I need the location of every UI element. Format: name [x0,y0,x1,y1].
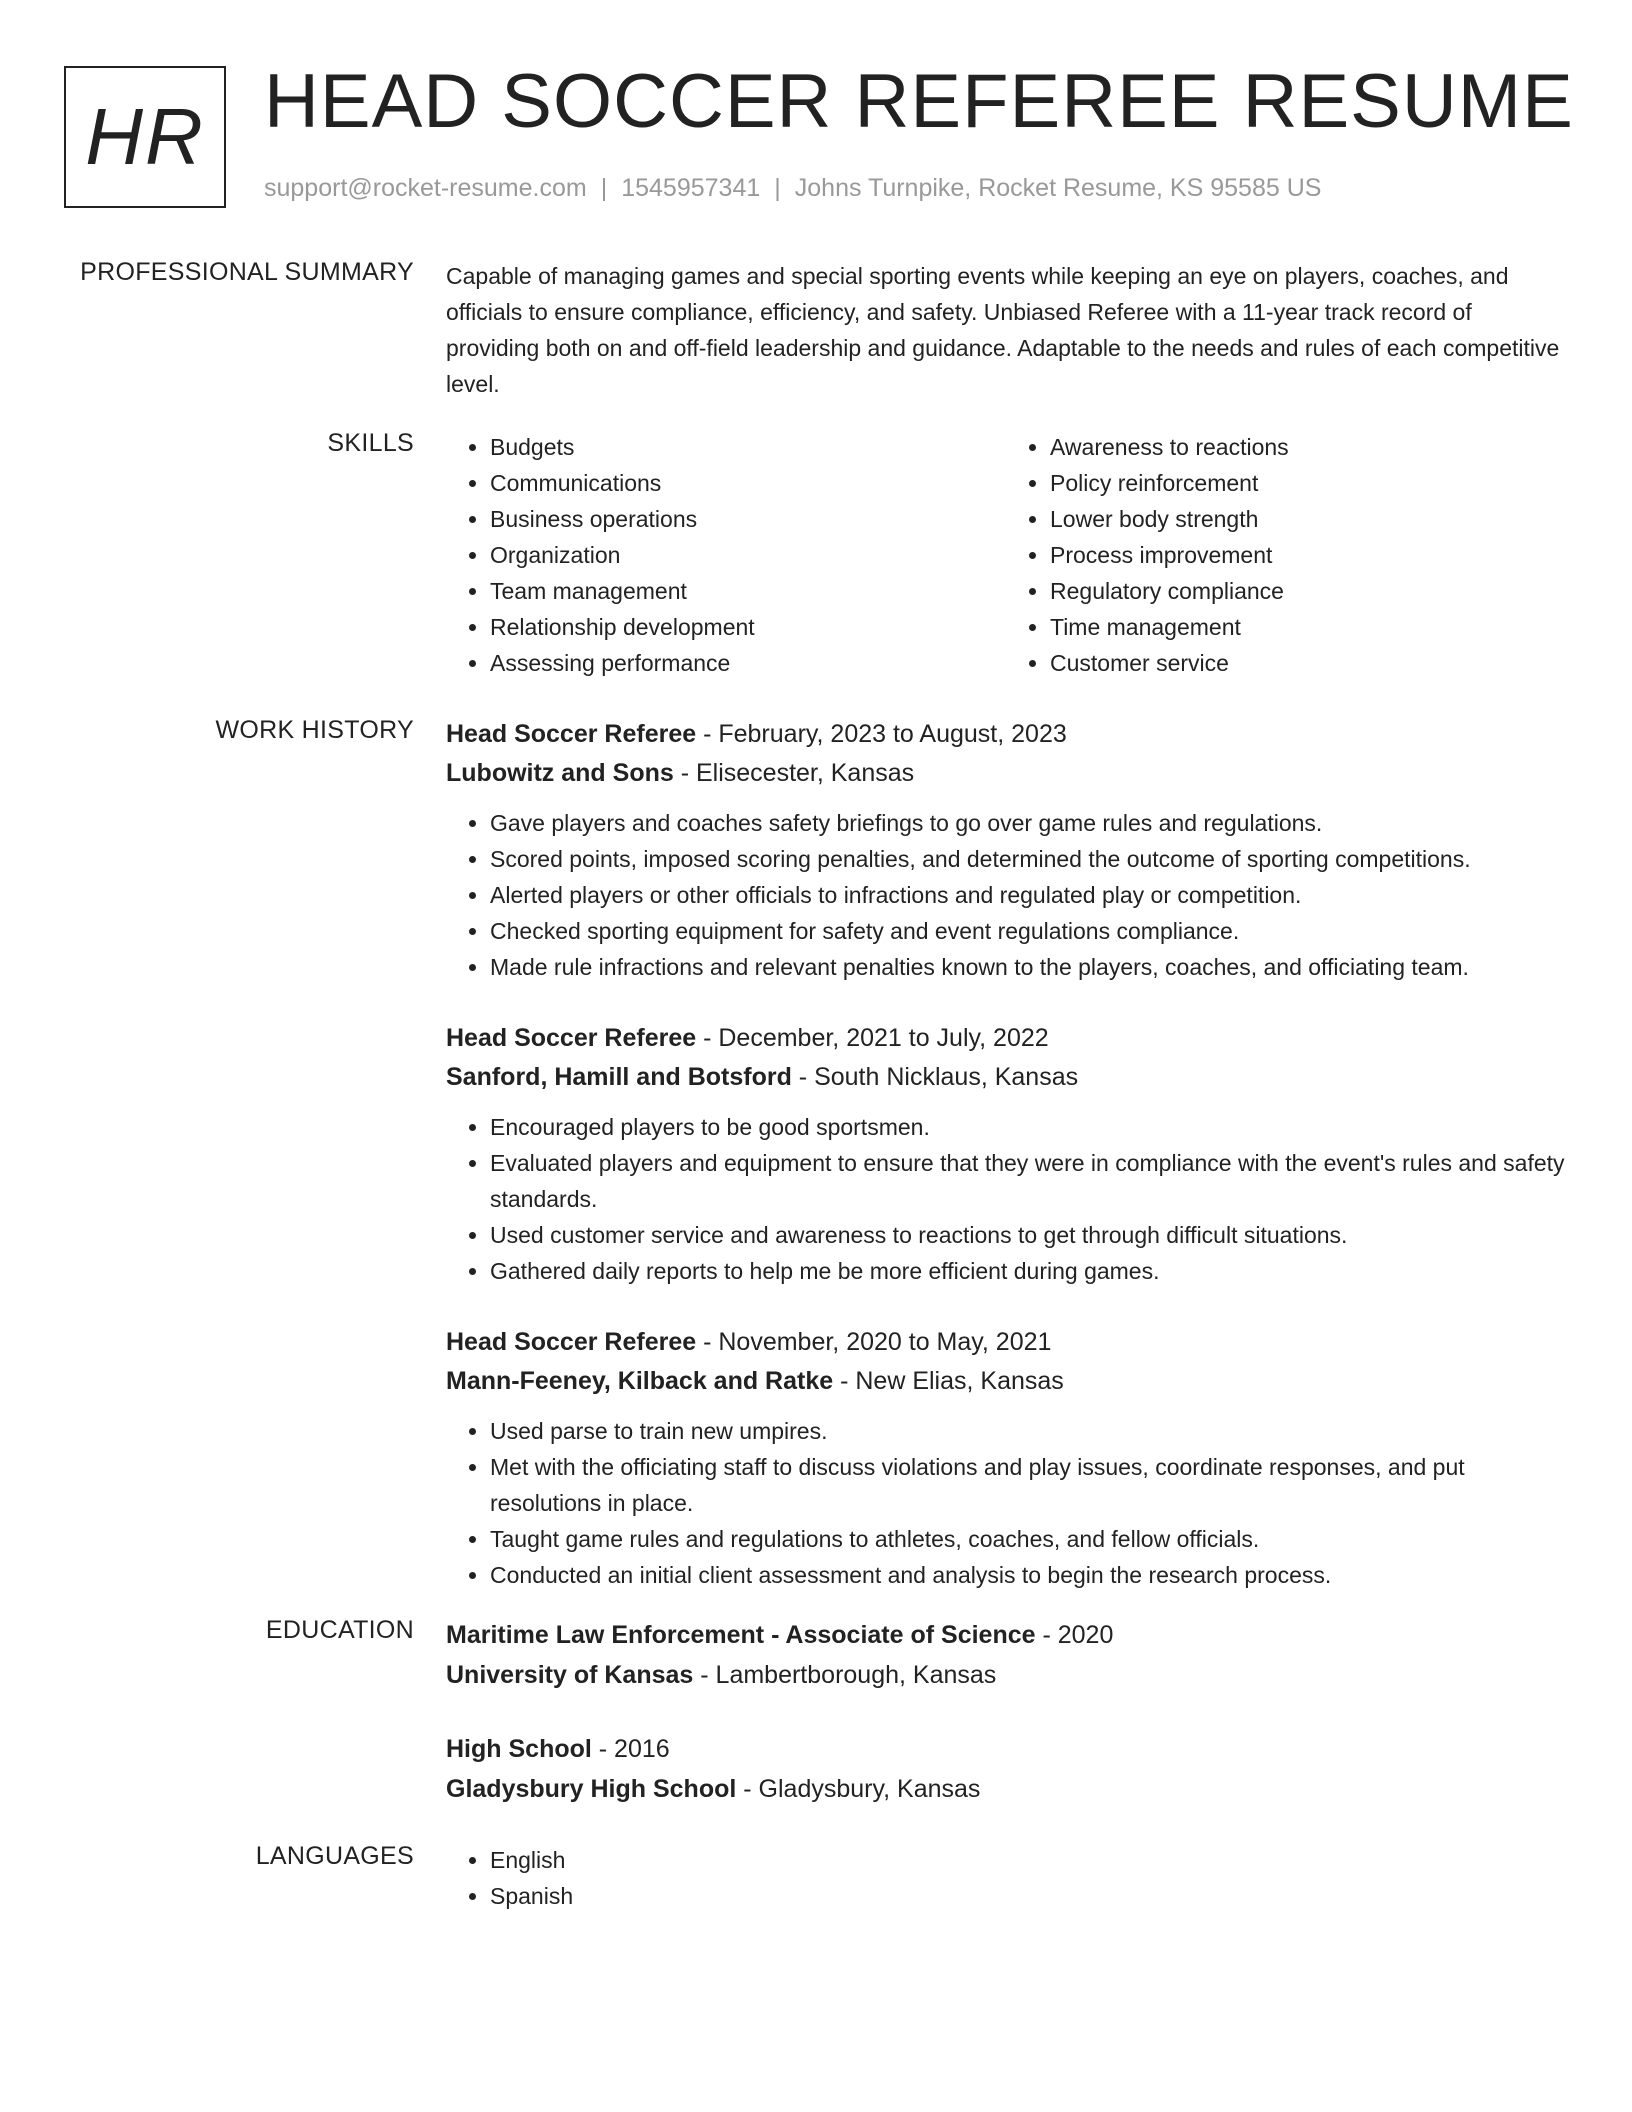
education-year: - 2016 [591,1735,670,1763]
job-dates: - December, 2021 to July, 2022 [696,1024,1049,1052]
job-company: Sanford, Hamill and Botsford [446,1063,792,1091]
skill-item: • Team management [490,573,1006,609]
skill-item: • Lower body strength [1050,501,1566,537]
skill-item: • Time management [1050,609,1566,645]
job-bullet: • Used customer service and awareness to reactions to get through difficult situations. [490,1217,1566,1253]
job-company: Lubowitz and Sons [446,759,674,787]
skill-item: • Policy reinforcement [1050,465,1566,501]
job-bullet: • Checked sporting equipment for safety and event regulations compliance. [490,913,1566,949]
job-bullet: • Evaluated players and equipment to ensure that they were in compliance with the event's rules and safety standards. [490,1145,1566,1217]
contact-line [264,174,1321,203]
job-title: Head Soccer Referee [446,1024,697,1052]
languages-list [446,1842,1566,1914]
education-year: - 2020 [1035,1621,1114,1649]
skill-item: • Awareness to reactions [1050,429,1566,465]
job-entry [446,1323,1566,1593]
education-school-line [446,1769,1566,1809]
section-label-languages: LANGUAGES [255,1842,414,1870]
job-bullet: • Encouraged players to be good sportsmen. [490,1109,1566,1145]
contact-separator: | [600,174,608,202]
section-label-work-history: WORK HISTORY [215,716,414,744]
job-location: - Elisecester, Kansas [673,759,915,787]
summary-body [446,258,1566,402]
education-entry [446,1729,1566,1809]
education-location: - Lambertborough, Kansas [693,1661,997,1689]
job-bullet: • Conducted an initial client assessment and analysis to begin the research process. [490,1557,1566,1593]
skills-list-right [1006,429,1566,681]
education-location: - Gladysbury, Kansas [736,1775,981,1803]
job-company-line [446,754,1566,793]
skills-body [446,429,1566,681]
job-location: - South Nicklaus, Kansas [791,1063,1079,1091]
job-dates: - February, 2023 to August, 2023 [696,720,1067,748]
contact-email: support@rocket-resume.com [264,174,587,202]
language-item: • English [490,1842,1566,1878]
job-title: Head Soccer Referee [446,1328,697,1356]
job-bullet: • Scored points, imposed scoring penalties, and determined the outcome of sporting competitions. [490,841,1566,877]
languages-body [446,1842,1566,1914]
section-label-skills: SKILLS [327,429,414,457]
education-school: Gladysbury High School [446,1775,737,1803]
job-bullet: • Taught game rules and regulations to athletes, coaches, and fellow officials. [490,1521,1566,1557]
education-entry [446,1615,1566,1695]
job-bullet: • Used parse to train new umpires. [490,1413,1566,1449]
job-title-line [446,1323,1566,1362]
education-school-line [446,1655,1566,1695]
skill-item: • Customer service [1050,645,1566,681]
contact-address: Johns Turnpike, Rocket Resume, KS 95585 US [794,174,1322,202]
job-location: - New Elias, Kansas [833,1367,1064,1395]
resume-title: HEAD SOCCER REFEREE RESUME [264,59,1574,144]
skill-item: • Communications [490,465,1006,501]
skill-item: • Budgets [490,429,1006,465]
skills-list-left [446,429,1006,681]
monogram-logo: HR [64,66,226,208]
education-body [446,1615,1566,1843]
contact-separator: | [774,174,781,202]
skill-item: • Process improvement [1050,537,1566,573]
skills-columns [446,429,1566,681]
education-degree-line [446,1729,1566,1769]
education-degree: Maritime Law Enforcement - Associate of Science [446,1621,1036,1649]
skill-item: • Assessing performance [490,645,1006,681]
job-company-line [446,1362,1566,1401]
job-title: Head Soccer Referee [446,720,697,748]
job-title-line [446,715,1566,754]
section-label-summary: PROFESSIONAL SUMMARY [80,258,414,286]
education-degree-line [446,1615,1566,1655]
job-bullet: • Met with the officiating staff to discuss violations and play issues, coordinate responses, and put resolutions in place. [490,1449,1566,1521]
job-company-line [446,1058,1566,1097]
education-degree: High School [446,1735,592,1763]
job-bullets [446,1413,1566,1593]
skill-item: • Regulatory compliance [1050,573,1566,609]
job-company: Mann-Feeney, Kilback and Ratke [446,1367,834,1395]
job-bullets [446,1109,1566,1289]
job-bullet: • Gave players and coaches safety briefings to go over game rules and regulations. [490,805,1566,841]
job-title-line [446,1019,1566,1058]
skill-item: • Organization [490,537,1006,573]
job-dates: - November, 2020 to May, 2021 [696,1328,1052,1356]
job-entry [446,1019,1566,1289]
section-label-education: EDUCATION [265,1616,414,1644]
job-entry [446,715,1566,985]
education-school: University of Kansas [446,1661,694,1689]
work-history-body [446,715,1566,1627]
contact-phone: 1545957341 [621,174,761,202]
job-bullet: • Made rule infractions and relevant penalties known to the players, coaches, and officiating team. [490,949,1566,985]
skill-item: • Business operations [490,501,1006,537]
language-item: • Spanish [490,1878,1566,1914]
job-bullet: • Alerted players or other officials to infractions and regulated play or competition. [490,877,1566,913]
job-bullets [446,805,1566,985]
job-bullet: • Gathered daily reports to help me be more efficient during games. [490,1253,1566,1289]
summary-text: Capable of managing games and special sporting events while keeping an eye on players, coaches, and officials to ensure compliance, efficiency, and safety. Unbiased Referee with a 11-year track record of providing both on and off-field leadership and guidance. Adaptable to the needs and rules of each competitive level. [446,263,1560,397]
skill-item: • Relationship development [490,609,1006,645]
